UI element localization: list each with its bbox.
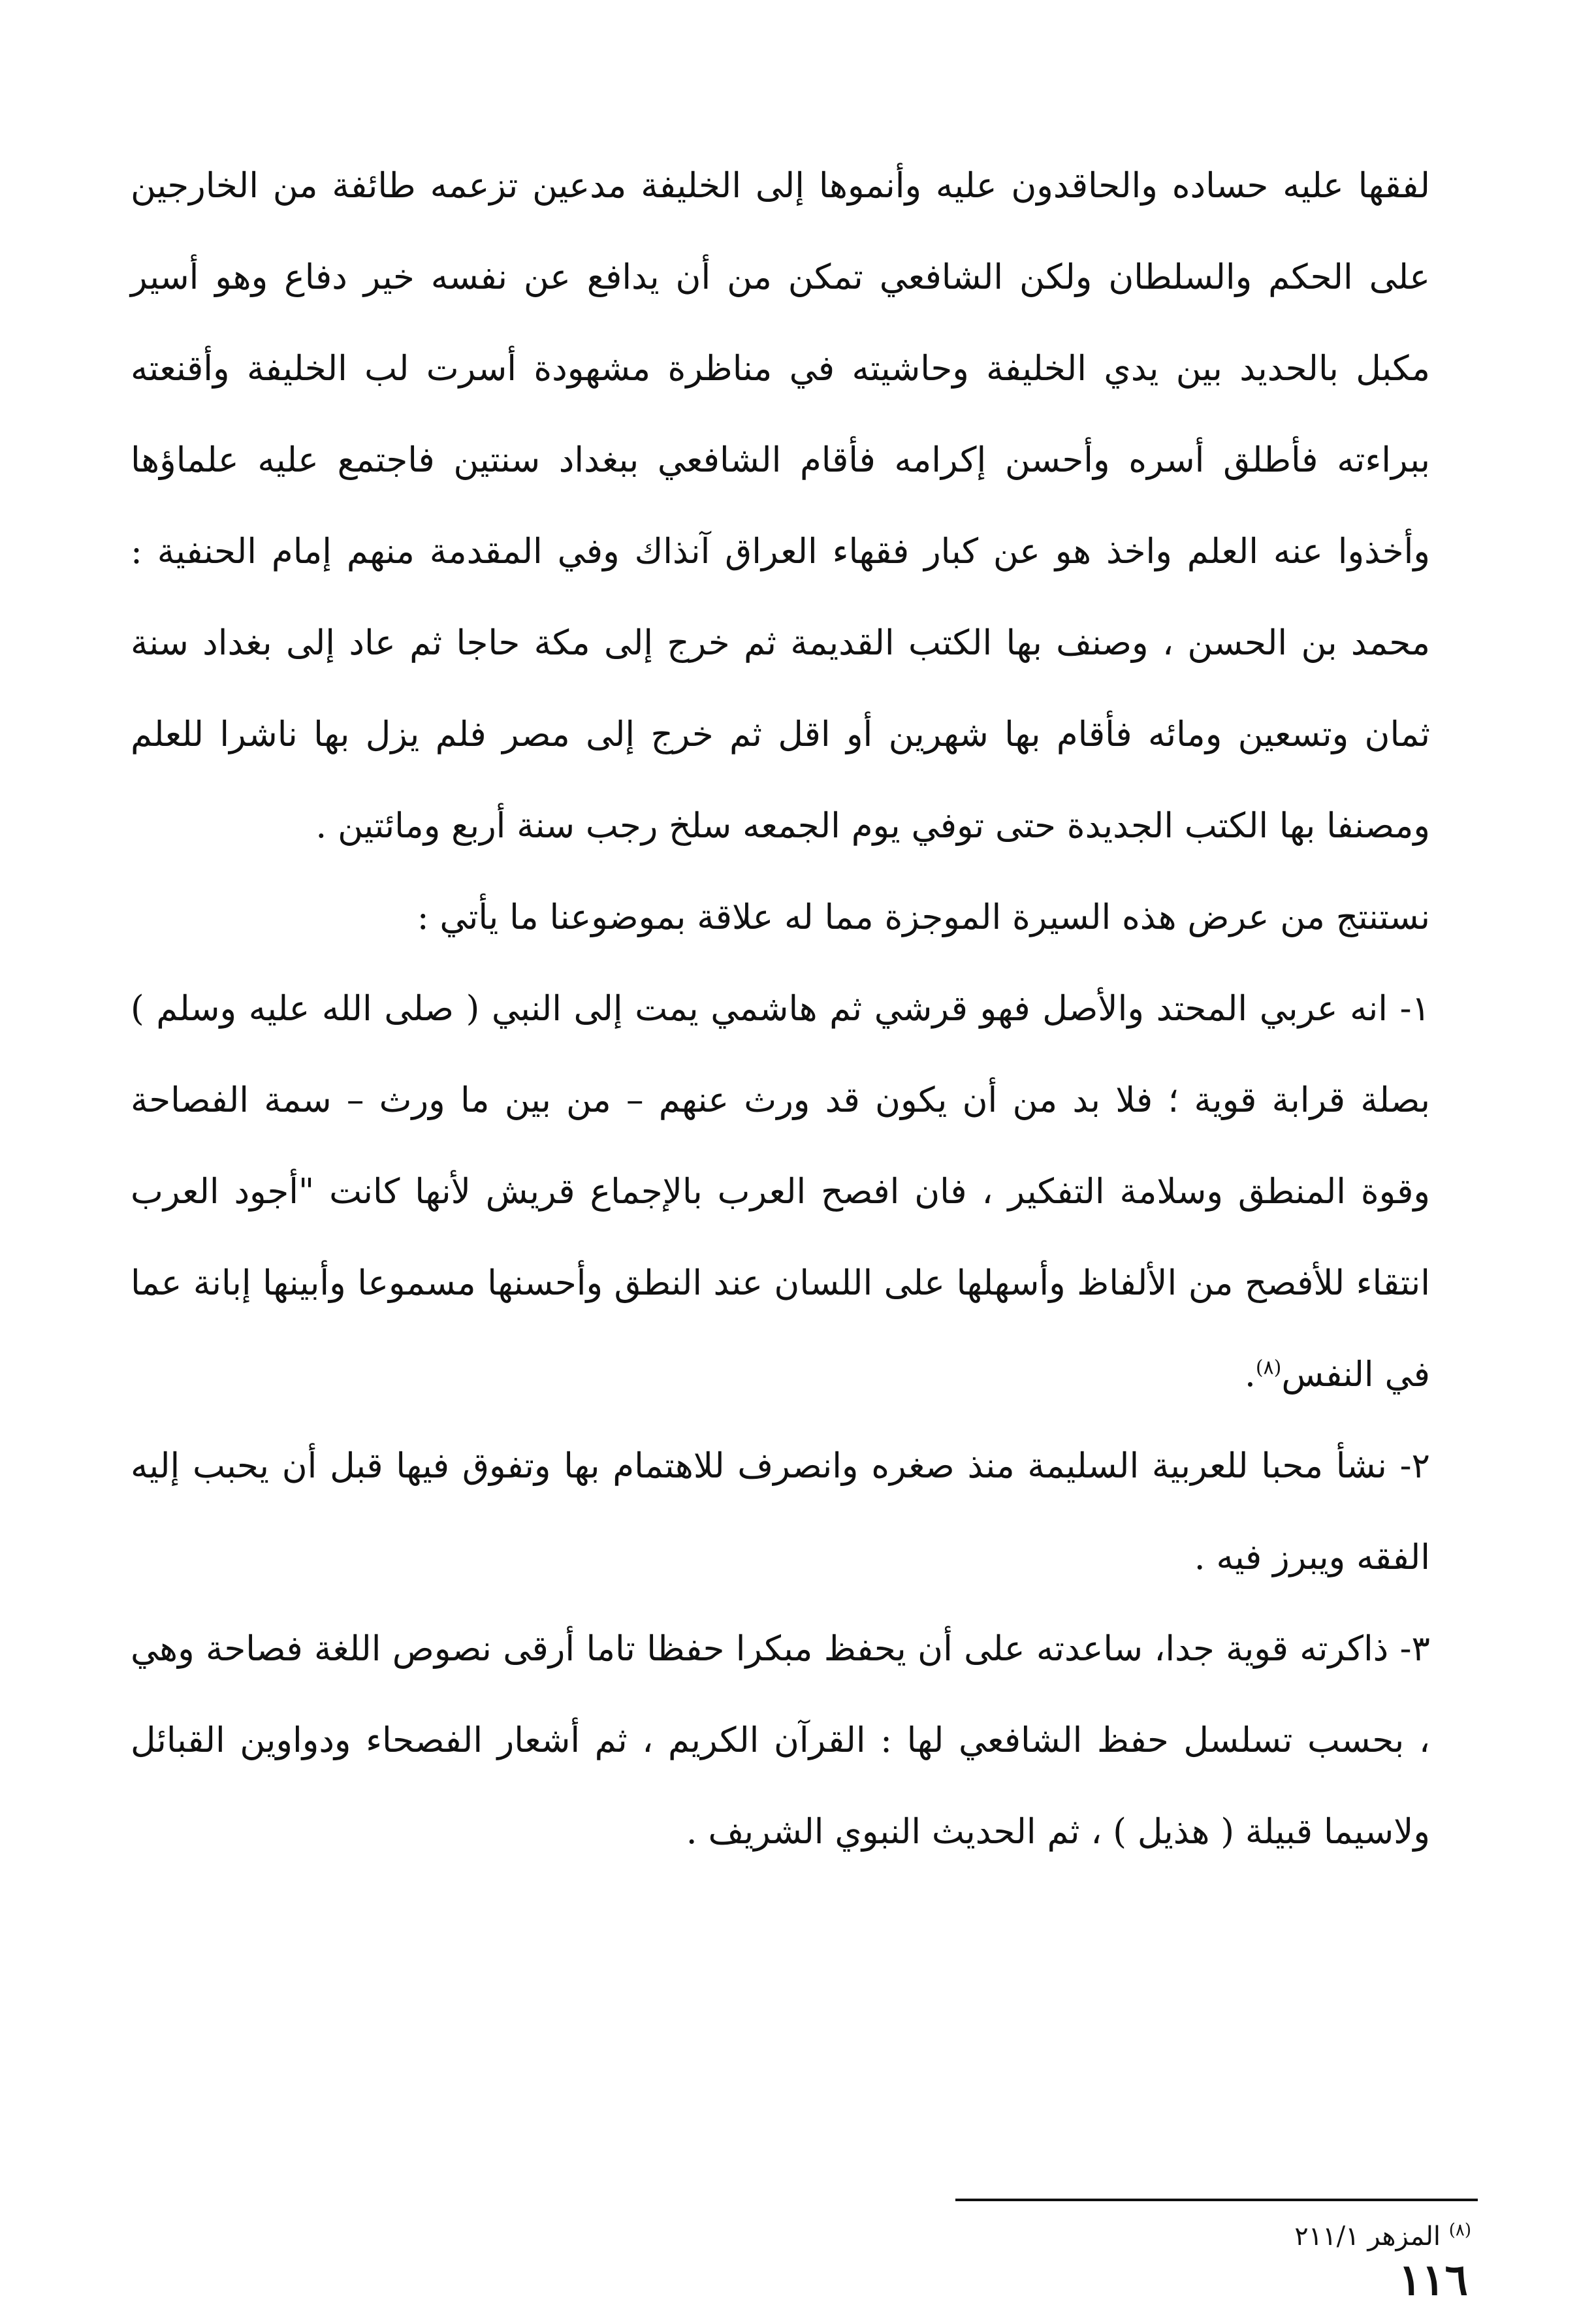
paragraph-point-3: ٣- ذاكرته قوية جدا، ساعدته على أن يحفظ مبكرا حفظا تاما أرقى نصوص اللغة فصاحة وهي ، بحسب تسلسل حفظ الشافعي لها : القرآن الكريم ، ثم أشعار الفصحاء ودواوين القبائل ولاسيما قبيلة ( هذيل ) ، ثم الحديث النبوي الشريف . [131, 1629, 1430, 1852]
paragraph-point-1 [131, 963, 1430, 1421]
paragraph-conclusion-intro: نستنتج من عرض هذه السيرة الموجزة مما له علاقة بموضوعنا ما يأتي : [417, 897, 1430, 937]
paragraph-biography: لفقها عليه حساده والحاقدون عليه وأنموها إلى الخليفة مدعين تزعمه طائفة من الخارجين على الحكم والسلطان ولكن الشافعي تمكن من أن يدافع عن نفسه خير دفاع وهو أسير مكبل بالحديد بين يدي الخليفة وحاشيته في مناظرة مشهودة أسرت لب الخليفة وأقنعته ببراءته فأطلق أسره وأحسن إكرامه فأقام الشافعي ببغداد سنتين فاجتمع عليه علماؤها وأخذوا عنه العلم واخذ هو عن كبار فقهاء العراق آنذاك وفي المقدمة منهم إمام الحنفية : محمد بن الحسن ، وصنف بها الكتب القديمة ثم خرج إلى مكة حاجا ثم عاد إلى بغداد سنة ثمان وتسعين ومائه فأقام بها شهرين أو اقل ثم خرج إلى مصر فلم يزل بها ناشرا للعلم ومصنفا بها الكتب الجديدة حتى توفي يوم الجمعه سلخ رجب سنة أربع ومائتين . [131, 166, 1430, 846]
footnote-marker: (٨) [1448, 2220, 1471, 2240]
body-text [131, 140, 1430, 1878]
footnote-reference: (٨) [1255, 1356, 1282, 1380]
footnote-divider [955, 2199, 1478, 2201]
footnote-text: المزهر ٢١١/١ [1294, 2221, 1441, 2251]
paragraph-point-2: ٢- نشأ محبا للعربية السليمة منذ صغره وانصرف للاهتمام بها وتفوق فيها قبل أن يحبب إليه الفقه ويبرز فيه . [131, 1446, 1430, 1577]
point-1-tail: . [1244, 1355, 1256, 1395]
footnote [1294, 2218, 1471, 2255]
page-number: ١١٦ [1398, 2254, 1468, 2305]
point-1-text: ١- انه عربي المحتد والأصل فهو قرشي ثم هاشمي يمت إلى النبي ( صلى الله عليه وسلم ) بصلة قرابة قوية ؛ فلا بد من أن يكون قد ورث عنهم – من بين ما ورث – سمة الفصاحة وقوة المنطق وسلامة التفكير ، فان افصح العرب بالإجماع قريش لأنها كانت "أجود العرب انتقاء للأفصح من الألفاظ وأسهلها على اللسان عند النطق وأحسنها مسموعا وأبينها إبانة عما في النفس [131, 989, 1430, 1395]
